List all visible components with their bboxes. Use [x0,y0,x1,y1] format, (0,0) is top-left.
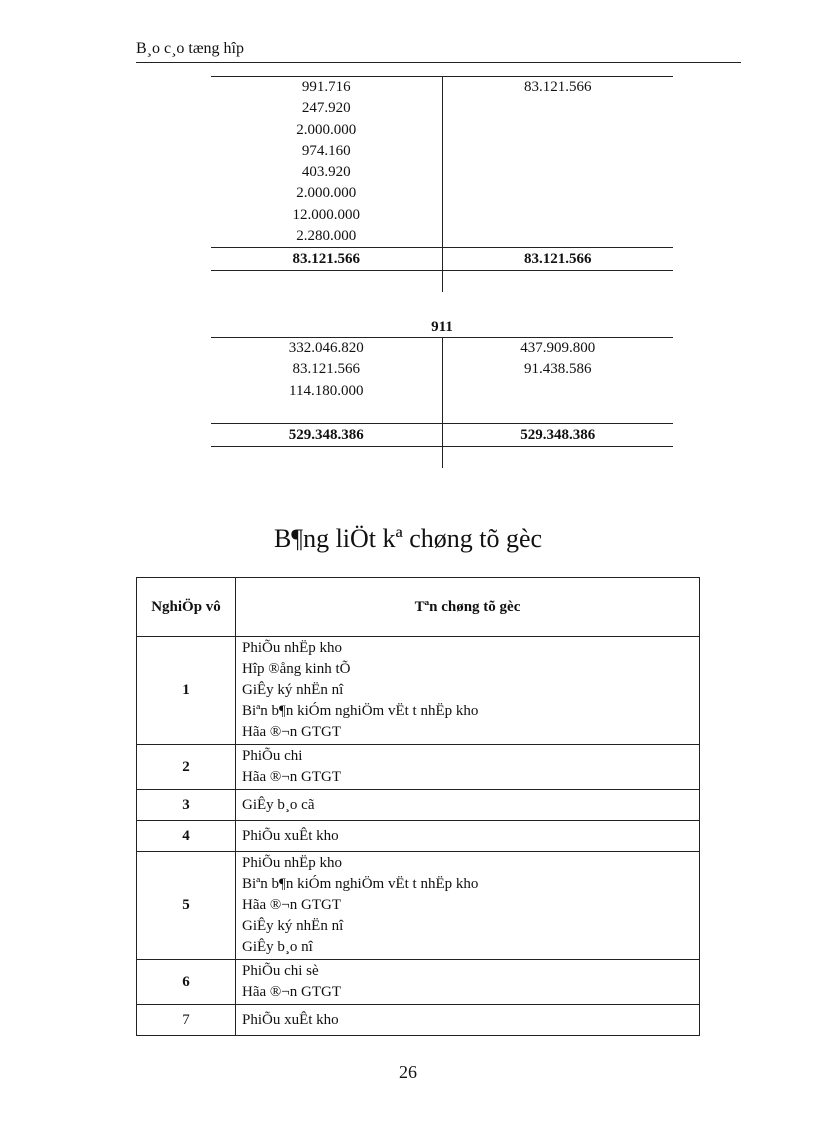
credit-entry [443,381,674,402]
debit-entry: 974.160 [301,142,351,159]
table-row [137,821,700,852]
debit-entry: 2.000.000 [296,121,357,138]
debit-entry: 2.000.000 [296,185,357,202]
credit-entry: 83.121.566 [524,79,592,95]
document-name: PhiÕu chi sè [242,963,319,979]
debit-column [211,338,443,423]
credit-entry [443,205,674,226]
source-documents-table [136,577,700,1036]
document-list [236,790,700,821]
credit-entry [443,98,674,119]
table-row [137,960,700,1005]
document-name: Hãa ®¬n GTGT [242,897,341,913]
column-header-document-name-label: Tªn chøng tõ gèc [414,598,521,615]
credit-column [443,338,674,423]
column-header-transaction-label: NghiÖp vô [151,599,221,615]
table-row [137,745,700,790]
source-documents-heading: B¶ng liÖt kª chøng tõ gèc [273,524,543,553]
debit-entry: 2.280.000 [296,228,357,245]
credit-column [443,77,674,247]
debit-total: 529.348.386 [211,424,443,446]
document-name: Hãa ®¬n GTGT [242,769,341,785]
t-account-upper [211,76,673,292]
debit-entry [211,402,442,423]
document-name: PhiÕu xuÊt kho [242,827,339,844]
document-name: Biªn b¶n kiÓm nghiÖm vËt t nhËp kho [242,876,479,892]
document-list [236,745,700,790]
debit-entry: 114.180.000 [289,382,364,399]
header-divider [136,62,741,63]
document-list [236,852,700,960]
debit-column [211,77,443,247]
document-list [236,960,700,1005]
t-account-body [211,77,673,247]
account-911-title: 911 [431,319,453,335]
document-name: GiÊy b¸o nî [242,939,313,955]
table-row [137,852,700,960]
table-row [137,637,700,745]
credit-entry [443,402,674,423]
document-list [236,637,700,745]
transaction-number: 2 [137,745,236,790]
credit-entry [443,162,674,183]
t-account-911 [211,317,673,468]
document-name: Biªn b¶n kiÓm nghiÖm vËt t nhËp kho [242,703,479,719]
document-name: GiÊy b¸o cã [242,796,315,813]
debit-total: 83.121.566 [211,248,443,270]
column-header-document-name [236,578,700,637]
transaction-number: 6 [137,960,236,1005]
credit-entry [443,226,674,247]
credit-entry: 91.438.586 [524,361,592,378]
document-name: Hîp ®ång kinh tÕ [242,661,351,677]
t-account-tail [211,447,443,468]
document-name: PhiÕu nhËp kho [242,640,343,656]
document-list [236,821,700,852]
t-account-tail [211,271,443,292]
debit-entry: 403.920 [301,164,351,181]
column-header-transaction [137,578,236,637]
report-title: B¸o c¸o tæng hîp [136,40,244,57]
debit-entry: 247.920 [301,100,351,117]
table-row [137,1005,700,1036]
credit-total: 83.121.566 [524,251,592,268]
transaction-number: 4 [137,821,236,852]
document-list [236,1005,700,1036]
document-name: Hãa ®¬n GTGT [242,984,341,1000]
credit-total: 529.348.386 [520,427,596,444]
transaction-number: 1 [137,637,236,745]
t-account-totals [211,423,673,447]
t-account-body [211,338,673,423]
document-name: Hãa ®¬n GTGT [242,724,341,740]
document-name: GiÊy ký nhËn nî [242,682,344,698]
transaction-number: 3 [137,790,236,821]
debit-entry: 12.000.000 [292,206,360,223]
credit-entry: 437.909.800 [520,340,596,356]
document-name: GiÊy ký nhËn nî [242,918,344,934]
transaction-number: 5 [137,852,236,960]
table-row [137,790,700,821]
credit-entry [443,120,674,141]
credit-entry [443,141,674,162]
document-name: PhiÕu nhËp kho [242,855,343,871]
transaction-number: 7 [137,1005,236,1036]
t-account-totals [211,247,673,271]
debit-entry: 83.121.566 [292,361,360,378]
page-number: 26 [399,1062,417,1082]
document-name: PhiÕu chi [242,748,303,764]
credit-entry [443,183,674,204]
debit-entry: 332.046.820 [288,340,364,356]
debit-entry: 991.716 [301,79,351,95]
document-name: PhiÕu xuÊt kho [242,1011,339,1028]
